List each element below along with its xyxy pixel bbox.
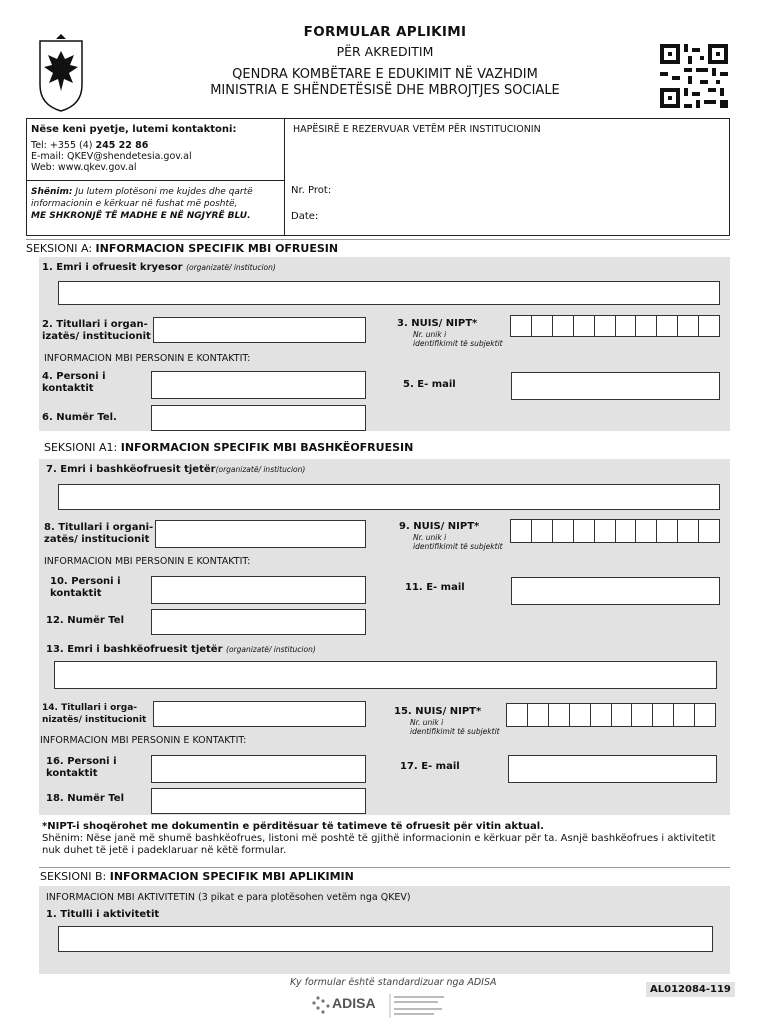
coprovider-contact-info-label: INFORMACION MBI PERSONIN E KONTAKTIT: [44, 556, 251, 567]
form-subtitle: PËR AKREDITIM [336, 44, 434, 59]
provider-name-input[interactable] [58, 281, 720, 305]
section-a1-title: INFORMACION SPECIFIK MBI BASHKËOFRUESIN [120, 441, 414, 454]
field-3-hint-1: Nr. unik i [413, 330, 447, 339]
second-coprovider-email-input[interactable] [508, 755, 717, 783]
field-8-label [44, 522, 153, 546]
field-16-line2: kontaktit [46, 768, 98, 779]
section-a-header [26, 242, 730, 255]
field-4-line1: 4. Personi i [42, 371, 106, 382]
contact-person-info-label: INFORMACION MBI PERSONIN E KONTAKTIT: [44, 353, 251, 364]
coprovider-phone-input[interactable] [151, 609, 366, 635]
field-9-hint-1: Nr. unik i [413, 533, 447, 542]
field-15-hint-2: identifikimit të subjektit [410, 727, 500, 736]
organization-name: QENDRA KOMBËTARE E EDUKIMIT NË VAZHDIM [232, 67, 538, 82]
second-coprovider-contact-info-label: INFORMACION MBI PERSONIN E KONTAKTIT: [40, 735, 247, 746]
nipt-footnote [42, 821, 732, 857]
phone-number: 245 22 86 [95, 140, 149, 151]
field-14-label [42, 702, 146, 726]
field-12-label: 12. Numër Tel [46, 615, 125, 626]
field-4-label [42, 371, 106, 395]
field-18-label: 18. Numër Tel [46, 793, 125, 804]
field-17-label: 17. E- mail [400, 761, 460, 772]
field-8-line1: 8. Titullari i organi- [44, 522, 154, 533]
protocol-number-label: Nr. Prot: [291, 185, 332, 196]
activity-title-input[interactable] [58, 926, 713, 952]
field-1-text: 1. Emri i ofruesit kryesor [42, 262, 183, 273]
nipt-footnote-text: Shënim: Nëse janë më shumë bashkëofrues, listoni më poshtë të gjithë informacionin e kërkuar për ta. Asnjë bashkëofrues i aktivitetit nuk duhet të jetë i padeklaruar në këtë formular. [42, 833, 716, 856]
contact-person-input[interactable] [151, 371, 366, 399]
contact-info [27, 119, 285, 181]
note-caps: ME SHKRONJË TË MADHE E NË NGJYRË BLU. [31, 211, 251, 221]
note-text: Ju lutem plotësoni me kujdes dhe qartë informacionin e kërkuar në fushat më poshtë, [31, 187, 253, 209]
field-15-label: 15. NUIS/ NIPT* [394, 706, 482, 717]
field-1-label [42, 262, 276, 274]
albania-coat-of-arms-emblem [36, 33, 86, 113]
field-14-line2: nizatës/ institucionit [42, 715, 147, 725]
field-5-label: 5. E- mail [403, 379, 456, 390]
field-3-hint-2: identifikimit të subjektit [413, 339, 503, 348]
field-7-text: 7. Emri i bashkëofruesit tjetër [46, 464, 216, 475]
section-a1-prefix: SEKSIONI A1: [44, 441, 121, 454]
phone-prefix: Tel: +355 (4) [31, 140, 93, 151]
email-input[interactable] [511, 372, 720, 400]
field-16-label [46, 756, 117, 780]
field-7-label [46, 464, 305, 476]
section-a-prefix: SEKSIONI A: [26, 242, 96, 255]
field-16-line1: 16. Personi i [46, 756, 117, 767]
contact-heading: Nëse keni pyetje, lutemi kontaktoni: [31, 124, 237, 135]
contact-phone [31, 140, 281, 151]
field-13-text: 13. Emri i bashkëofruesit tjetër [46, 644, 223, 655]
field-2-line1: 2. Titullari i organ- [42, 319, 148, 330]
date-label: Date: [291, 211, 319, 222]
field-11-label: 11. E- mail [405, 582, 465, 593]
instruction-note [27, 181, 285, 237]
field-2-label [42, 319, 151, 343]
note-label: Shënim: [31, 187, 73, 197]
section-a-title: INFORMACION SPECIFIK MBI OFRUESIN [95, 242, 339, 255]
form-code: AL012084-119 [646, 982, 735, 997]
contact-email: E-mail: QKEV@shendetesia.gov.al [31, 151, 192, 162]
form-title-block [140, 24, 630, 98]
adisa-brand-text: ADISA [332, 995, 376, 1011]
section-b-header [40, 870, 744, 883]
ministry-name: MINISTRIA E SHËNDETËSISË DHE MBROJTJES SOCIALE [210, 83, 560, 98]
field-7-hint: (organizatë/ institucion) [215, 465, 306, 474]
field-1-hint: (organizatë/ institucion) [186, 263, 276, 272]
divider [39, 867, 730, 868]
second-coprovider-head-input[interactable] [153, 701, 366, 727]
reserved-space-label: HAPËSIRË E REZERVUAR VETËM PËR INSTITUCIONIN [293, 124, 541, 135]
field-3-label: 3. NUIS/ NIPT* [397, 318, 478, 329]
field-14-line1: 14. Titullari i orga- [42, 703, 138, 713]
field-13-hint: (organizatë/ institucion) [226, 645, 316, 654]
coprovider-nipt-grid[interactable] [510, 519, 720, 543]
field-10-label [50, 576, 121, 600]
organization-head-input[interactable] [153, 317, 366, 343]
field-10-line2: kontaktit [50, 588, 102, 599]
coprovider-head-input[interactable] [155, 520, 366, 548]
field-15-hint-1: Nr. unik i [410, 718, 444, 727]
section-a1-header [44, 441, 748, 454]
field-4-line2: kontaktit [42, 383, 94, 394]
field-9-hint-2: identifikimit të subjektit [413, 542, 503, 551]
field-13-label [46, 644, 316, 656]
qr-code-icon [660, 44, 728, 108]
field-10-line1: 10. Personi i [50, 576, 121, 587]
field-8-line2: zatës/ institucionit [44, 534, 150, 545]
second-coprovider-phone-input[interactable] [151, 788, 366, 814]
divider [26, 239, 730, 240]
coprovider-contact-input[interactable] [151, 576, 366, 604]
activity-info-label: INFORMACION MBI AKTIVITETIN (3 pikat e para plotësohen vetëm nga QKEV) [46, 892, 411, 903]
activity-title-label: 1. Titulli i aktivitetit [46, 909, 160, 920]
coprovider-name-input[interactable] [58, 484, 720, 510]
second-coprovider-nipt-grid[interactable] [506, 703, 716, 727]
contact-and-reserved-box [26, 118, 730, 236]
field-2-line2: izatës/ institucionit [42, 331, 151, 342]
contact-web: Web: www.qkev.gov.al [31, 162, 137, 173]
field-6-label: 6. Numër Tel. [42, 412, 117, 423]
form-title: FORMULAR APLIKIMI [303, 24, 467, 40]
section-b-title: INFORMACION SPECIFIK MBI APLIKIMIN [109, 870, 354, 883]
second-coprovider-name-input[interactable] [54, 661, 717, 689]
field-9-label: 9. NUIS/ NIPT* [399, 521, 480, 532]
adisa-standard-note: Ky formular është standardizuar nga ADISA [290, 977, 497, 988]
phone-input[interactable] [151, 405, 366, 431]
coprovider-email-input[interactable] [511, 577, 720, 605]
adisa-logo-icon [308, 990, 458, 1020]
nipt-input-grid[interactable] [510, 315, 720, 337]
section-b-prefix: SEKSIONI B: [40, 870, 110, 883]
nipt-footnote-bold: *NIPT-i shoqërohet me dokumentin e përditësuar të tatimeve të ofruesit për vitin aktual. [42, 821, 544, 832]
second-coprovider-contact-input[interactable] [151, 755, 366, 783]
